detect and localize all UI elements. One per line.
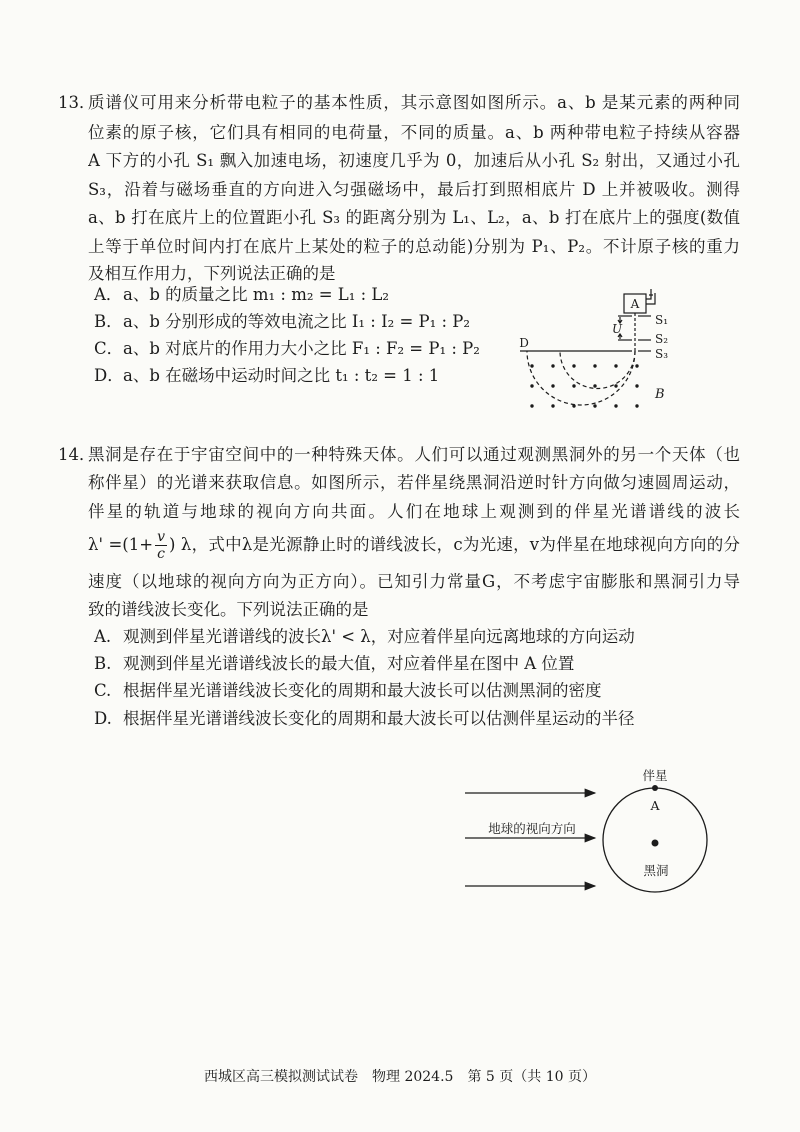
q14-stem-line-6: 致的谱线波长变化。下列说法正确的是 xyxy=(88,600,369,619)
q13-stem-line-3: A 下方的小孔 S₁ 飘入加速电场，初速度几乎为 0，加速后从小孔 S₂ 射出，又通过小孔 xyxy=(88,151,740,170)
q14-stem-line-5: 速度（以地球的视向方向为正方向）。已知引力常量G，不考虑宇宙膨胀和黑洞引力导 xyxy=(88,572,740,591)
companion-star-dot xyxy=(652,785,658,791)
option-label: C． xyxy=(94,339,124,358)
q14-option-a xyxy=(94,624,635,650)
mass-spectrometer-diagram xyxy=(505,285,685,420)
voltage-label: U xyxy=(611,322,623,336)
q14-stem-line-3: 伴星的轨道与地球的视向方向共面。人们在地球上观测到的伴星光谱谱线的波长 xyxy=(88,502,740,521)
q14-option-d xyxy=(94,706,635,732)
line-of-sight-label: 地球的视向方向 xyxy=(488,821,576,836)
footer-page-number: 第 5 页（共 10 页） xyxy=(467,1069,596,1085)
companion-star-label: 伴星 xyxy=(642,768,668,783)
option-label: B． xyxy=(94,312,123,331)
option-text: 根据伴星光谱谱线波长变化的周期和最大波长可以估测黑洞的密度 xyxy=(123,681,602,700)
footer-exam-title: 西城区高三模拟测试试卷 xyxy=(204,1069,359,1085)
option-text: 观测到伴星光谱谱线的波长λ' < λ，对应着伴星向远离地球的方向运动 xyxy=(123,627,635,646)
inlet-pipe xyxy=(646,289,655,304)
option-text: 根据伴星光谱谱线波长变化的周期和最大波长可以估测伴星运动的半径 xyxy=(123,709,635,728)
q13-stem-line-4: S₃，沿着与磁场垂直的方向进入匀强磁场中，最后打到照相底片 D 上并被吸收。测得 xyxy=(88,180,740,199)
option-label: B. xyxy=(94,654,112,673)
option-text: a、b 对底片的作用力大小之比 F₁ : F₂ = P₁ : P₂ xyxy=(123,339,480,358)
hole-s2-label: S₂ xyxy=(655,332,669,346)
option-label: D． xyxy=(94,366,124,385)
black-hole-dot xyxy=(652,840,659,847)
q13-stem-line-2: 位素的原子核，它们具有相同的电荷量，不同的质量。a、b 两种带电粒子持续从容器 xyxy=(88,123,740,142)
option-text: a、b 在磁场中运动时间之比 t₁ : t₂ = 1 : 1 xyxy=(123,366,440,385)
q13-stem-line-5: a、b 打在底片上的位置距小孔 S₃ 的距离分别为 L₁、L₂，a、b 打在底片上的强度(数值 xyxy=(88,208,740,227)
option-label: A. xyxy=(94,627,112,646)
q13-number: 13． xyxy=(58,93,96,112)
option-text: 观测到伴星光谱谱线波长的最大值，对应着伴星在图中 A 位置 xyxy=(123,654,575,673)
q14-stem-line-4 xyxy=(88,523,740,567)
q14-option-c xyxy=(94,678,602,704)
footer-subject-date: 物理 2024.5 xyxy=(372,1069,454,1085)
q14-stem-line-2: 称伴星）的光谱来获取信息。如图所示，若伴星绕黑洞沿逆时针方向做匀速圆周运动， xyxy=(88,473,740,492)
trajectory-small xyxy=(560,351,635,389)
fraction-numerator: v xyxy=(157,529,165,545)
field-b-label: B xyxy=(655,387,665,402)
formula-suffix: ) λ，式中λ是光源静止时的谱线波长，c为光速，v为伴星在地球视向方向的分 xyxy=(168,535,740,554)
velocity-ratio-fraction xyxy=(155,529,167,562)
black-hole-label: 黑洞 xyxy=(643,863,669,878)
hole-s3-label: S₃ xyxy=(655,347,669,361)
trajectory-large xyxy=(527,351,635,405)
hole-s1-label: S₁ xyxy=(655,313,669,327)
position-a-label: A xyxy=(650,798,660,813)
q13-stem-line-7: 及相互作用力，下列说法正确的是 xyxy=(88,264,336,283)
q13-option-c xyxy=(94,336,480,362)
q14-number: 14． xyxy=(58,445,96,464)
q13-stem-line-6: 上等于单位时间内打在底片上某处的粒子的总动能)分别为 P₁、P₂。不计原子核的重力 xyxy=(88,237,740,256)
option-label: A． xyxy=(94,285,123,304)
q14-stem-line-1: 黑洞是存在于宇宙空间中的一种特殊天体。人们可以通过观测黑洞外的另一个天体（也 xyxy=(88,445,740,464)
option-label: D. xyxy=(94,709,112,728)
q13-option-b xyxy=(94,309,470,335)
page-footer xyxy=(0,1065,800,1089)
plate-d-label: D xyxy=(519,336,529,350)
q13-stem-line-1: 质谱仪可用来分析带电粒子的基本性质，其示意图如图所示。a、b 是某元素的两种同 xyxy=(88,93,740,112)
option-text: a、b 的质量之比 m₁ : m₂ = L₁ : L₂ xyxy=(123,285,389,304)
q13-option-d xyxy=(94,363,439,389)
option-text: a、b 分别形成的等效电流之比 I₁ : I₂ = P₁ : P₂ xyxy=(123,312,470,331)
formula-prefix: λ' =(1+ xyxy=(88,535,154,554)
q14-option-b xyxy=(94,651,574,677)
container-label: A xyxy=(630,297,640,311)
option-label: C. xyxy=(94,681,112,700)
black-hole-orbit-diagram xyxy=(455,760,725,905)
fraction-denominator: c xyxy=(157,546,165,562)
q13-option-a xyxy=(94,282,389,308)
